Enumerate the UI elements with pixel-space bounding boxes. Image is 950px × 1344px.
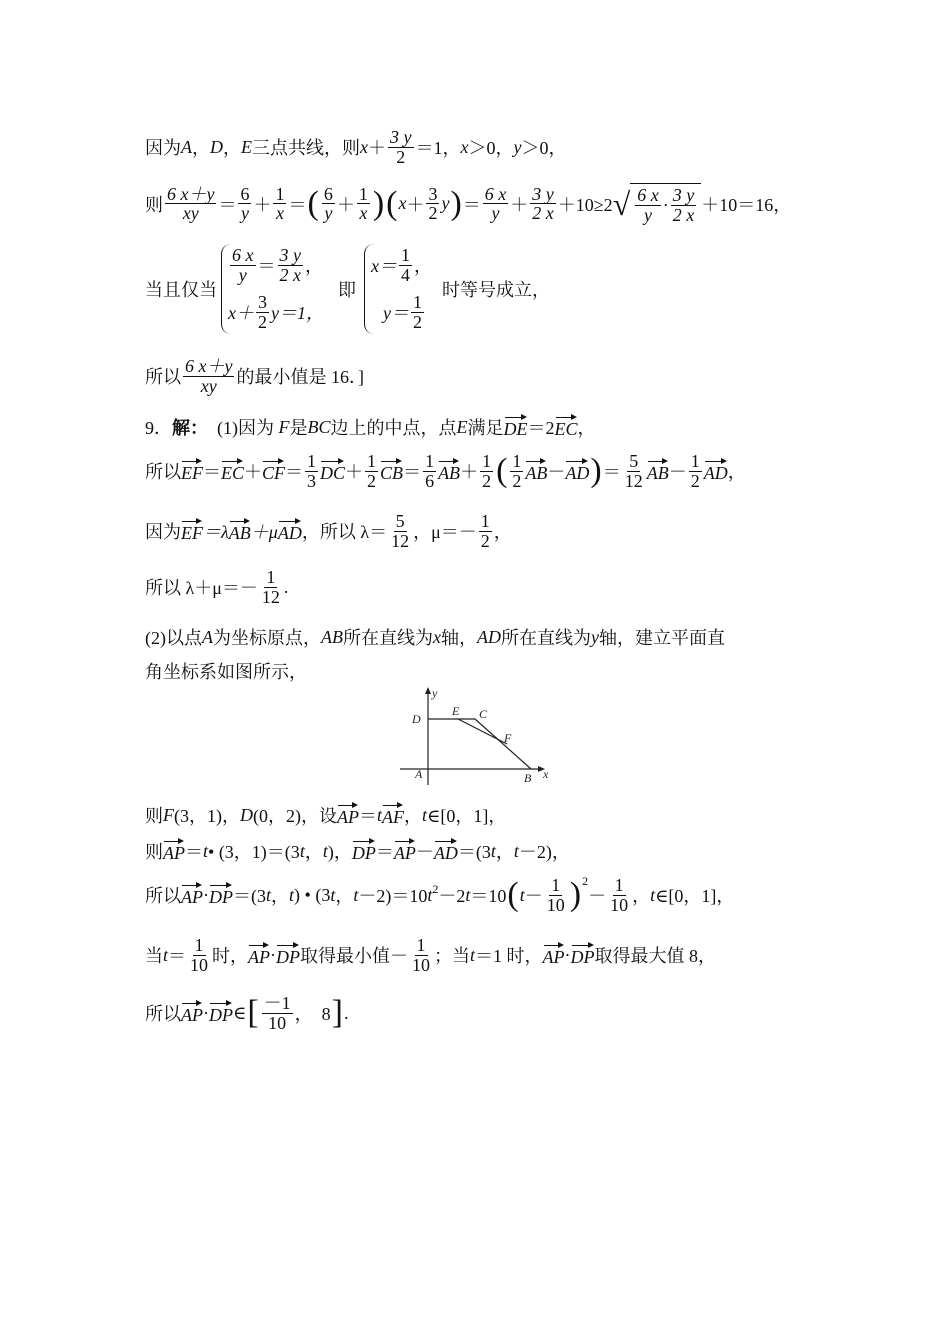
text: 因为: [145, 138, 181, 159]
paren: ): [372, 184, 385, 222]
text: E: [241, 136, 252, 157]
vector: DC: [320, 459, 345, 484]
text: 则: [145, 194, 163, 215]
line-1: [145, 128, 567, 167]
text: 三点共线，则: [252, 138, 360, 159]
paren: (: [307, 184, 319, 222]
fraction: $\frac{6 x}{y}$: [484, 183, 507, 224]
text: 的最小值是 16．]: [236, 367, 364, 388]
vector: DP: [209, 1001, 233, 1026]
text: y: [441, 193, 450, 214]
segment-CB: [475, 719, 531, 769]
fraction: $\frac{1}{12}$: [261, 567, 280, 607]
text: A: [181, 136, 192, 157]
label-y: y: [432, 686, 438, 700]
vector: AB: [647, 459, 669, 484]
fraction: $\frac{6 x+y}{xy}$: [167, 183, 215, 224]
text: D: [210, 136, 223, 157]
system-brace: $\frac{6 x}{y}$ ＝ $\frac{3 y}{2 x}$ ， x＋ $\frac{3}{2}$ y＝1，: [221, 244, 330, 334]
fraction: $\frac{3 y}{2 x}$: [532, 183, 554, 224]
fraction: $\frac{6}{y}$: [240, 183, 250, 224]
text: ＋10≥2: [557, 194, 613, 215]
line-13: 所以 AP · DP ＝(3 t ， t ) • (3 t ， t －2)＝10 t 2 －2 t ＝10 ( t － $\frac{1}{10}$ ) 2 － $\frac{1}{10}$ ， t ∈[0，1]，: [145, 873, 735, 915]
line-12: 则 AP ＝ t • (3，1)＝(3 t ， t )， DP ＝ AP － AD ＝(3 t ， t －2)，: [145, 840, 570, 863]
vector: DP: [276, 943, 300, 968]
text: ＞0，: [468, 138, 514, 159]
vector: EF: [181, 459, 203, 484]
label-x: x: [543, 767, 549, 781]
line-2: [145, 183, 791, 225]
vector: AF: [382, 803, 404, 828]
vector: AB: [438, 459, 460, 484]
vector: AB: [229, 519, 251, 544]
line-7: 因为 EF ＝λ AB ＋μ AD ，所以 λ＝ $\frac{5}{12}$ ，μ＝－ $\frac{1}{2}$ ，: [145, 511, 512, 551]
vector: AP: [248, 943, 270, 968]
text: ，: [223, 138, 241, 159]
text: 当且仅当: [145, 279, 217, 300]
fraction: $\frac{1}{2}$: [512, 451, 522, 491]
text: ＞0，: [521, 138, 567, 159]
text: ＝: [288, 194, 307, 215]
fraction: $\frac{1}{2}$: [480, 511, 490, 551]
line-3: [145, 244, 550, 334]
line-8: 所以 λ＋μ＝－ $\frac{1}{12}$ .: [145, 567, 289, 607]
vector: AB: [525, 459, 547, 484]
vector: CB: [380, 459, 403, 484]
label-A: A: [415, 767, 423, 781]
fraction: $\frac{1}{2}$: [690, 451, 700, 491]
vector: CF: [262, 459, 285, 484]
text: x: [360, 136, 368, 157]
fraction: $\frac{1}{10}$: [190, 935, 209, 975]
fraction: $\frac{-1}{10}$: [263, 993, 291, 1033]
text: x: [460, 136, 469, 157]
fraction: $\frac{1}{10}$: [610, 875, 629, 915]
y-axis-arrow-icon: [425, 687, 431, 694]
fraction: $\frac{6}{y}$: [323, 183, 333, 224]
vector: AD: [565, 459, 589, 484]
text: ＝1，: [415, 138, 461, 159]
answer-label: 解：: [172, 418, 208, 438]
vector: AD: [704, 459, 728, 484]
vector: EF: [181, 519, 203, 544]
fraction: $\frac{5}{12}$: [624, 451, 643, 491]
label-B: B: [524, 771, 532, 785]
label-E: E: [452, 704, 460, 718]
text: 所以: [145, 367, 181, 388]
vector: AP: [394, 839, 416, 864]
line-6: 所以 EF ＝ EC ＋ CF ＝ $\frac{1}{3}$ DC ＋ $\frac{1}{2}$ CB ＝ $\frac{1}{6}$ AB ＋ $\frac{1}{2}$ ( $\frac{1}{2}$ AB － AD ) ＝ $\frac{5}{12}$ AB － $\frac{1}{2}$ AD ，: [145, 451, 746, 491]
vector: AD: [434, 839, 458, 864]
system-brace: x＝ $\frac{1}{4}$ ， y＝ $\frac{1}{2}$: [364, 244, 438, 334]
line-4: [145, 357, 364, 396]
vector: DP: [209, 883, 233, 908]
text: 即: [338, 279, 356, 300]
text: ＋: [336, 194, 355, 215]
fraction: $\frac{1}{10}$: [546, 875, 565, 915]
vector: DE: [504, 415, 528, 440]
segment-EF: [458, 719, 507, 744]
line-10: 角坐标系如图所示，: [145, 662, 307, 682]
text: y: [513, 136, 522, 157]
square-root: √ $\frac{6 x}{y}$ · $\frac{3 y}{2 x}$: [613, 183, 702, 225]
text: ＋: [510, 194, 529, 215]
fraction: $\frac{1}{2}$: [367, 451, 377, 491]
fraction: $\frac{1}{x}$: [275, 183, 285, 224]
fraction: $\frac{1}{3}$: [307, 451, 317, 491]
line-9: (2)以点 A 为坐标原点， AB 所在直线为 x 轴， AD 所在直线为 y 轴，建立平面直: [145, 626, 725, 648]
fraction: $\frac{1}{6}$: [425, 451, 435, 491]
paren: ): [450, 184, 462, 222]
text: ＝: [462, 194, 481, 215]
vector: EC: [555, 415, 578, 440]
vector: DP: [571, 943, 595, 968]
text: ＋: [368, 138, 386, 159]
text: ＋10＝16，: [701, 194, 792, 215]
line-11: 则 F (3，1)， D (0，2)，设 AP ＝ t AF ， t ∈[0，1]，: [145, 804, 507, 827]
fraction: $\frac{1}{2}$: [482, 451, 492, 491]
vector: AP: [163, 839, 185, 864]
label-D: D: [412, 712, 421, 726]
vector: AP: [337, 803, 359, 828]
fraction: $\frac{3 y}{2}$: [390, 127, 412, 167]
line-5: 9． 解： (1)因为 F 是 BC 边上的中点，点 E 满足 DE ＝2 EC ，: [145, 414, 596, 440]
line-14: 当 t ＝ $\frac{1}{10}$ 时， AP · DP 取得最小值－ $\frac{1}{10}$ ；当 t ＝1 时， AP · DP 取得最大值 8，: [145, 935, 717, 975]
text: x: [398, 193, 407, 214]
line-15: 所以 AP · DP ∈ [ $\frac{-1}{10}$ ， 8 ] .: [145, 993, 349, 1033]
vector: AP: [181, 1001, 203, 1026]
vector: EC: [221, 459, 244, 484]
fraction: $\frac{5}{12}$: [391, 511, 410, 551]
text: ，: [192, 138, 210, 159]
vector: AP: [543, 943, 565, 968]
coordinate-diagram: [395, 685, 565, 790]
fraction: $\frac{1}{x}$: [358, 183, 368, 224]
text: 时等号成立，: [442, 279, 550, 300]
paren: (: [386, 184, 398, 222]
question-number: 9．: [145, 418, 172, 438]
fraction: $\frac{6 x+y}{xy}$: [185, 356, 233, 396]
fraction: $\frac{1}{10}$: [412, 935, 431, 975]
vector: AP: [181, 883, 203, 908]
label-F: F: [504, 731, 512, 745]
vector: AD: [278, 519, 302, 544]
label-C: C: [479, 707, 488, 721]
vector: DP: [352, 839, 376, 864]
text: ＋: [253, 194, 272, 215]
fraction: $\frac{3}{2}$: [428, 183, 438, 224]
radical-sign-icon: √: [612, 185, 631, 222]
text: ＝: [218, 194, 237, 215]
text: ＋: [406, 194, 425, 215]
